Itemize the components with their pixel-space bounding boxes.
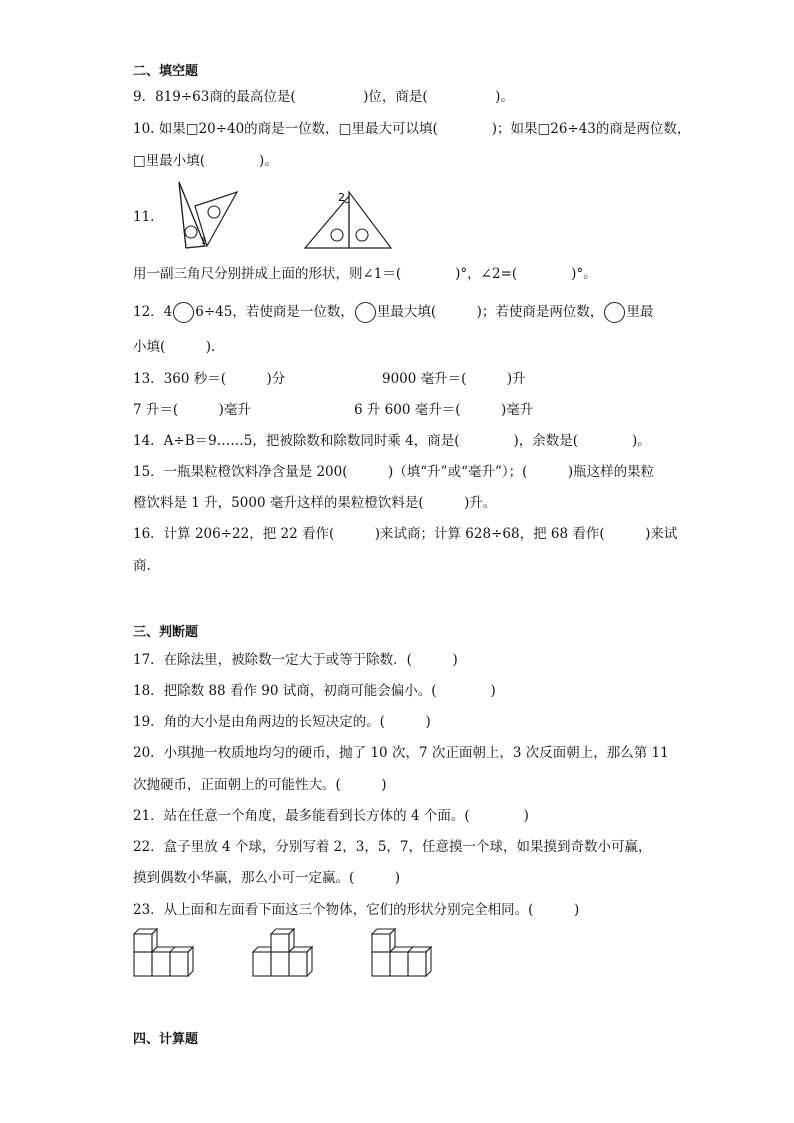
question-23: 23．从上面和左面看下面这三个物体，它们的形状分别完全相同。( ) [133,902,580,918]
question-9: 9．819÷63商的最高位是( )位，商是( )。 [133,89,514,105]
question-13-right-1: 9000 毫升＝( )升 [382,371,526,387]
blank-circle-1 [173,302,194,323]
question-14: 14．A÷B＝9……5，把被除数和除数同时乘 4，商是( )，余数是( )。 [133,433,651,449]
question-22-line1: 22．盒子里放 4 个球，分别写着 2，3，5，7，任意摸一个球，如果摸到奇数小可赢， [133,839,652,855]
q12-part3: 里最大填( )；若使商是两位数， [376,304,604,320]
question-12-line1 [133,302,653,323]
angle-2-label: 2 [338,191,345,204]
question-16-line2: 商. [133,558,151,574]
question-20-line1: 20．小琪抛一枚质地均匀的硬币，抛了 10 次，7 次正面朝上，3 次反面朝上，那么第 11 [133,745,669,761]
question-12-line2: 小填( ). [133,339,216,355]
question-18: 18．把除数 88 看作 90 试商，初商可能会偏小。( ) [133,683,496,699]
q12-part2: 6÷45，若使商是一位数， [195,304,354,320]
question-11-number: 11． [133,209,164,225]
question-22-line2: 摸到偶数小华赢，那么小可一定赢。( ) [133,870,401,886]
blank-circle-2 [355,302,376,323]
question-13-left-2: 7 升＝( )毫升 [133,402,251,418]
question-13-left-1: 13．360 秒＝( )分 [133,371,286,387]
question-15-line1: 15．一瓶果粒橙饮料净含量是 200( )（填“升”或“毫升”）；( )瓶这样的果粒 [133,464,655,480]
question-19: 19．角的大小是由角两边的长短决定的。( ) [133,714,431,730]
question-10-line2: □里最小填( )。 [133,153,278,169]
question-17: 17．在除法里，被除数一定大于或等于除数．( ) [133,652,458,668]
triangle-ruler-figure-1 [175,178,245,250]
section-heading-true-false: 三、判断题 [133,625,199,640]
cube-figure-1 [132,928,198,978]
q12-part1: 12．4 [133,304,173,320]
question-10-line1: 10. 如果□20÷40的商是一位数，□里最大可以填( )；如果□26÷43的商是两位数， [133,121,691,137]
question-16-line1: 16．计算 206÷22，把 22 看作( )来试商；计算 628÷68，把 68 看作( )来试 [133,526,678,542]
question-11-text: 用一副三角尺分别拼成上面的形状，则∠1＝( )°，∠2=( )°。 [133,266,597,282]
cube-figure-3 [370,928,436,978]
question-13-right-2: 6 升 600 毫升＝( )毫升 [354,402,534,418]
cube-figure-2 [251,928,317,978]
triangle-ruler-figure-2 [303,188,393,252]
q12-part4: 里最 [626,304,654,320]
section-heading-calculation: 四、计算题 [133,1032,199,1047]
blank-circle-3 [604,302,625,323]
question-21: 21．站在任意一个角度，最多能看到长方体的 4 个面。( ) [133,808,529,824]
question-20-line2: 次抛硬币，正面朝上的可能性大。( ) [133,777,387,793]
section-heading-fill-in: 二、填空题 [133,64,199,79]
question-15-line2: 橙饮料是 1 升，5000 毫升这样的果粒橙饮料是( )升。 [133,495,497,511]
angle-1-label: 1 [201,237,207,247]
